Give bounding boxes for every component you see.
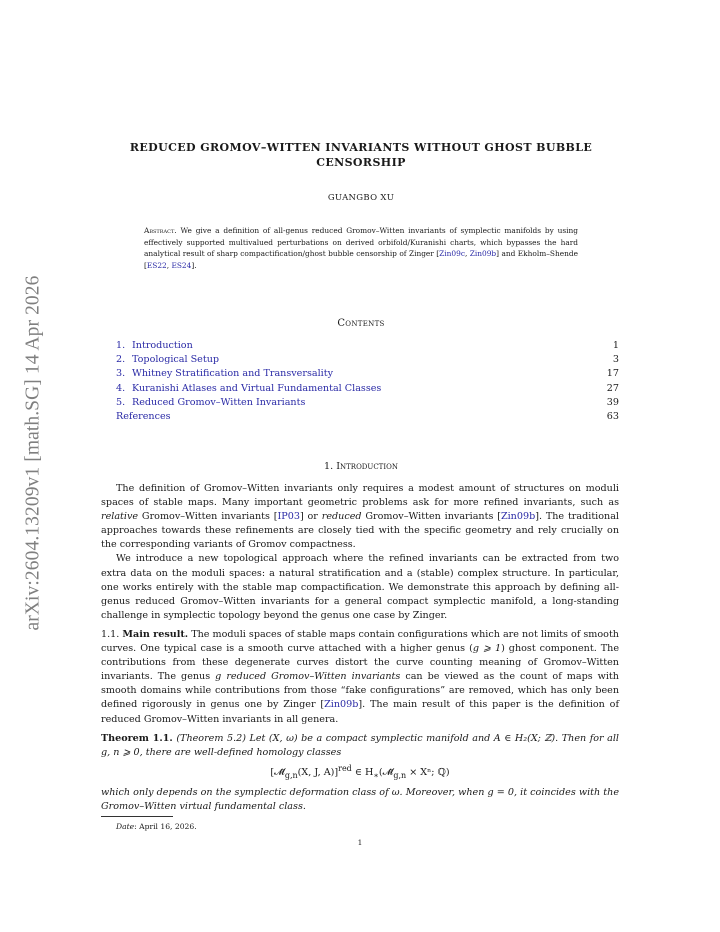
abstract bbox=[144, 225, 578, 271]
toc-entry-page: 63 bbox=[606, 410, 619, 422]
toc-entry-label[interactable] bbox=[116, 339, 193, 353]
math-text: ∈ H bbox=[351, 766, 374, 778]
text-run: Gromov–Witten invariants [ bbox=[138, 511, 278, 523]
subsection-main-result bbox=[101, 628, 619, 727]
abstract-text: We give a definition of all-genus reduced Gromov–Witten invariants of symplectic manifolds by using effectively supported multivalued perturbations on derived orbifold/Kuranishi charts, which bypasses the hard analytical result of sharp compactification/ghost bubble censorship of Zinger [ bbox=[144, 226, 578, 259]
text-run: ] or bbox=[299, 511, 322, 523]
toc-entry-label[interactable] bbox=[116, 410, 171, 424]
citation-link[interactable]: Zin09c bbox=[439, 249, 465, 259]
table-of-contents bbox=[116, 339, 619, 424]
text-run: ]. The traditional approaches towards these refinements are closely tied with the specific geometry and rely crucially on the corresponding variants of Gromov compactness. bbox=[101, 511, 619, 551]
theorem-1-1 bbox=[101, 732, 619, 760]
emphasis-reduced: reduced bbox=[321, 511, 362, 523]
math-text: (𝓜̄ bbox=[378, 766, 394, 778]
footnote-text: : April 16, 2026. bbox=[134, 822, 197, 831]
toc-entry-introduction[interactable] bbox=[116, 339, 619, 353]
paragraph: We introduce a new topological approach where the refined invariants can be extracted from two extra data on the moduli spaces: a natural stratification and a (stable) complex structure. In particular, one works entirely with the stable map compactification. We demonstrate this approach by defining all-genus reduced Gromov–Witten invariants for a general compact symplectic manifold, a long-standing challenge in symplectic topology beyond the genus one case by Zinger. bbox=[101, 553, 619, 621]
subsection-number: 1.1. bbox=[101, 628, 120, 640]
text-run: ]. The main result of this paper is the definition of reduced Gromov–Witten invariants in all genera. bbox=[101, 699, 619, 725]
page-number: 1 bbox=[357, 838, 363, 847]
section-title: Introduction bbox=[336, 461, 398, 472]
display-equation bbox=[101, 762, 619, 783]
math-inline: g bbox=[215, 671, 222, 683]
math-superscript: red bbox=[338, 763, 352, 773]
text-run: The definition of Gromov–Witten invariants only requires a modest amount of structures on moduli spaces of stable maps. Many important geometric problems ask for more refined invariants, such as bbox=[101, 483, 619, 509]
emphasis-reduced-gw: reduced Gromov–Witten invariants bbox=[226, 671, 401, 683]
toc-entry-reduced-gw-invariants[interactable] bbox=[116, 396, 619, 410]
toc-entry-number: 5. bbox=[116, 396, 126, 408]
introduction-body bbox=[101, 482, 619, 814]
math-subscript: ∗ bbox=[373, 770, 379, 780]
toc-entry-topological-setup[interactable] bbox=[116, 353, 619, 367]
footnote-label: Date bbox=[116, 822, 135, 831]
citation-link[interactable]: IP03 bbox=[277, 511, 300, 523]
toc-entry-title: Kuranishi Atlases and Virtual Fundamental Classes bbox=[132, 382, 382, 394]
toc-entry-number: 4. bbox=[116, 382, 126, 394]
toc-entry-whitney-stratification[interactable] bbox=[116, 367, 619, 381]
paper-title: REDUCED GROMOV–WITTEN INVARIANTS WITHOUT GHOST BUBBLE CENSORSHIP bbox=[129, 141, 593, 169]
toc-entry-label[interactable] bbox=[116, 367, 333, 381]
toc-entry-number: 2. bbox=[116, 354, 126, 366]
abstract-text: ]. bbox=[191, 260, 197, 270]
toc-entry-title: Reduced Gromov–Witten Invariants bbox=[132, 396, 306, 408]
toc-entry-label[interactable] bbox=[116, 382, 381, 396]
toc-entry-number: 3. bbox=[116, 368, 126, 380]
text-run: Gromov–Witten invariants [ bbox=[361, 511, 501, 523]
toc-entry-title: Topological Setup bbox=[132, 354, 220, 366]
math-text: × Xⁿ; ℚ) bbox=[406, 766, 450, 778]
author-name: GUANGBO XU bbox=[327, 193, 395, 203]
abstract-label: Abstract. bbox=[144, 226, 177, 235]
math-inline: g ⩾ 1 bbox=[472, 643, 502, 655]
footnote-date bbox=[116, 822, 197, 831]
theorem-continuation: which only depends on the symplectic deformation class of ω. Moreover, when g = 0, it coincides with the Gromov–Witten virtual fundamental class. bbox=[101, 786, 619, 813]
abstract-text: ] and Ekholm–Shende [ bbox=[144, 249, 578, 270]
toc-entry-title: Introduction bbox=[132, 340, 193, 351]
contents-heading: Contents bbox=[337, 318, 385, 329]
abstract-separator: , bbox=[464, 249, 470, 259]
abstract-separator: , bbox=[166, 260, 172, 270]
citation-link[interactable]: ES22 bbox=[146, 260, 167, 270]
text-run: can be viewed as the count of maps with smooth domains while contributions from those “fake configurations” are removed, which has only been defined rigorously in genus one by Zinger [ bbox=[101, 671, 619, 711]
citation-link[interactable]: Zin09b bbox=[324, 699, 359, 711]
section-heading-introduction bbox=[116, 461, 606, 472]
math-subscript: g,n bbox=[284, 770, 298, 780]
math-text: [𝓜̄ bbox=[270, 766, 285, 778]
toc-entry-page: 17 bbox=[606, 368, 619, 380]
toc-entry-number: 1. bbox=[116, 340, 126, 351]
toc-entry-page: 1 bbox=[612, 340, 619, 351]
toc-entry-title: Whitney Stratification and Transversality bbox=[132, 368, 334, 380]
math-subscript: g,n bbox=[393, 770, 407, 780]
text-run: ) ghost component. The contributions from these degenerate curves distort the curve counting meaning of Gromov–Witten invariants. The genus bbox=[101, 643, 620, 683]
theorem-reference: (Theorem 5.2) bbox=[176, 732, 246, 744]
citation-link[interactable]: ES24 bbox=[171, 260, 192, 270]
section-number: 1. bbox=[324, 461, 334, 472]
arxiv-identifier-stamp bbox=[20, 248, 46, 658]
toc-entry-page: 39 bbox=[606, 396, 619, 408]
footnote-rule bbox=[101, 816, 173, 817]
citation-link[interactable]: Zin09b bbox=[469, 249, 497, 259]
toc-entry-label[interactable] bbox=[116, 353, 219, 367]
toc-entry-title: References bbox=[116, 410, 171, 422]
math-text: (X, J, A)] bbox=[297, 766, 339, 778]
theorem-statement: Let (X, ω) be a compact symplectic manifold and A ∈ H₂(X; ℤ). Then for all g, n ⩾ 0, there are well-defined homology classes bbox=[101, 732, 619, 758]
paragraph bbox=[101, 482, 619, 552]
arxiv-identifier: arXiv:2604.13209v1 [math.SG] 14 Apr 2026 bbox=[22, 275, 44, 631]
toc-entry-kuranishi-atlases[interactable] bbox=[116, 382, 619, 396]
emphasis-relative: relative bbox=[101, 511, 139, 523]
citation-link[interactable]: Zin09b bbox=[500, 511, 536, 523]
toc-entry-page: 3 bbox=[612, 354, 619, 366]
toc-entry-label[interactable] bbox=[116, 396, 305, 410]
toc-entry-page: 27 bbox=[606, 382, 619, 394]
toc-entry-references[interactable] bbox=[116, 410, 619, 424]
subsection-title: Main result. bbox=[122, 628, 189, 640]
text-run: The moduli spaces of stable maps contain configurations which are not limits of smooth curves. One typical case is a smooth curve attached with a higher genus ( bbox=[101, 628, 619, 655]
theorem-label: Theorem 1.1. bbox=[101, 732, 173, 744]
